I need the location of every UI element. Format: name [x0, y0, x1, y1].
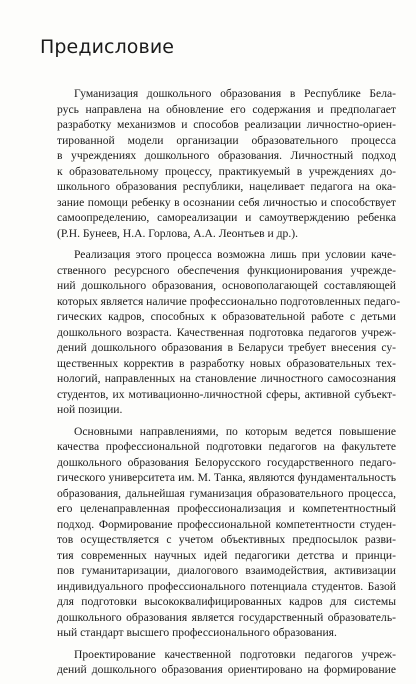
text-line: разработку механизмов и способов реализации личностно-ориен-: [57, 118, 396, 131]
paragraph-1: [40, 86, 396, 241]
text-line: ный стандарт высшего профессионального образования.: [57, 626, 337, 639]
text-line: щественных корректив в разработку новых образовательных тех-: [57, 356, 396, 370]
body-text: [40, 86, 401, 684]
paragraph-2: [40, 247, 401, 418]
text-line: (Р.Н. Бунеев, Н.А. Горлова, А.А. Леонтьев и др.).: [57, 226, 298, 240]
text-line: к образовательному процессу, практикуемый в учреждениях до-: [57, 164, 396, 178]
text-line: студентов, их мотивационно-личностной сферы, активной субъект-: [57, 387, 396, 401]
text-line: пов гуманитаризации, диалогового взаимодействия, активизации: [57, 564, 396, 577]
paragraph-4: [40, 647, 396, 678]
text-line: ной позиции.: [57, 403, 123, 416]
text-line: гического университета им. М. Танка, являются фундаментальность: [57, 471, 396, 484]
text-line: для подготовки высококвалифицированных кадров для системы: [57, 595, 396, 608]
text-line: Проектирование качественной подготовки педагогов учреж-: [74, 647, 396, 661]
text-line: дений дошкольного образования ориентировано на формирование: [57, 663, 396, 676]
text-line: дошкольного возраста. Качественная подготовка педагогов учреж-: [57, 325, 396, 339]
text-line: тия современных научных идей педагогики детства и принци-: [57, 548, 396, 562]
text-line: Основными направлениями, по которым ведется повышение: [74, 424, 396, 438]
text-line: гических кадров, способных к образовательной работе с детьми: [57, 310, 396, 323]
page-title: Предисловие: [40, 36, 175, 58]
text-line: нологий, направленных на становление личностного самосознания: [57, 372, 396, 385]
text-line: дошкольного образования является государственный образователь-: [57, 610, 396, 624]
text-line: подход. Формирование профессиональной компетентности студен-: [57, 517, 396, 531]
text-line: ственного ресурсного обеспечения функционирования учрежде-: [57, 263, 396, 277]
text-line: русь направлена на обновление его содержания и предполагает: [57, 102, 396, 116]
text-line: ний дошкольного образования, основополагающей составляющей: [57, 279, 396, 292]
text-line: школьного образования республики, нацеливает педагога на ока-: [57, 180, 396, 193]
text-line: в учреждениях дошкольного образования. Личностный подход: [57, 149, 396, 162]
text-line: дений дошкольного образования в Беларуси требует внесения су-: [57, 341, 396, 354]
text-line: тов осуществляется с учетом объективных предпосылок разви-: [57, 533, 396, 546]
text-line: качества профессиональной подготовки педагогов на факультете: [57, 440, 396, 453]
text-line: образования, дальнейшая гуманизация образовательного процесса,: [57, 486, 396, 500]
paragraph-3: [40, 424, 396, 641]
text-line: зание помощи ребенку в осознании себя личностью и способствует: [57, 195, 396, 209]
text-line: тированной модели организации образовательного процесса: [57, 133, 396, 147]
text-line: Реализация этого процесса возможна лишь при условии каче-: [74, 248, 396, 261]
text-line: самоопределению, самореализации и самоутверждению ребенка: [57, 211, 396, 224]
text-line: дошкольного образования Белорусского государственного педаго-: [57, 455, 396, 469]
text-line: его целенаправленная профессионализация и компетентностный: [57, 502, 396, 515]
text-line: Гуманизация дошкольного образования в Республике Бела-: [74, 87, 396, 100]
text-line: индивидуального профессионального потенциала студентов. Базой: [57, 579, 396, 593]
text-line: которых является наличие профессионально подготовленных педаго-: [57, 294, 401, 308]
